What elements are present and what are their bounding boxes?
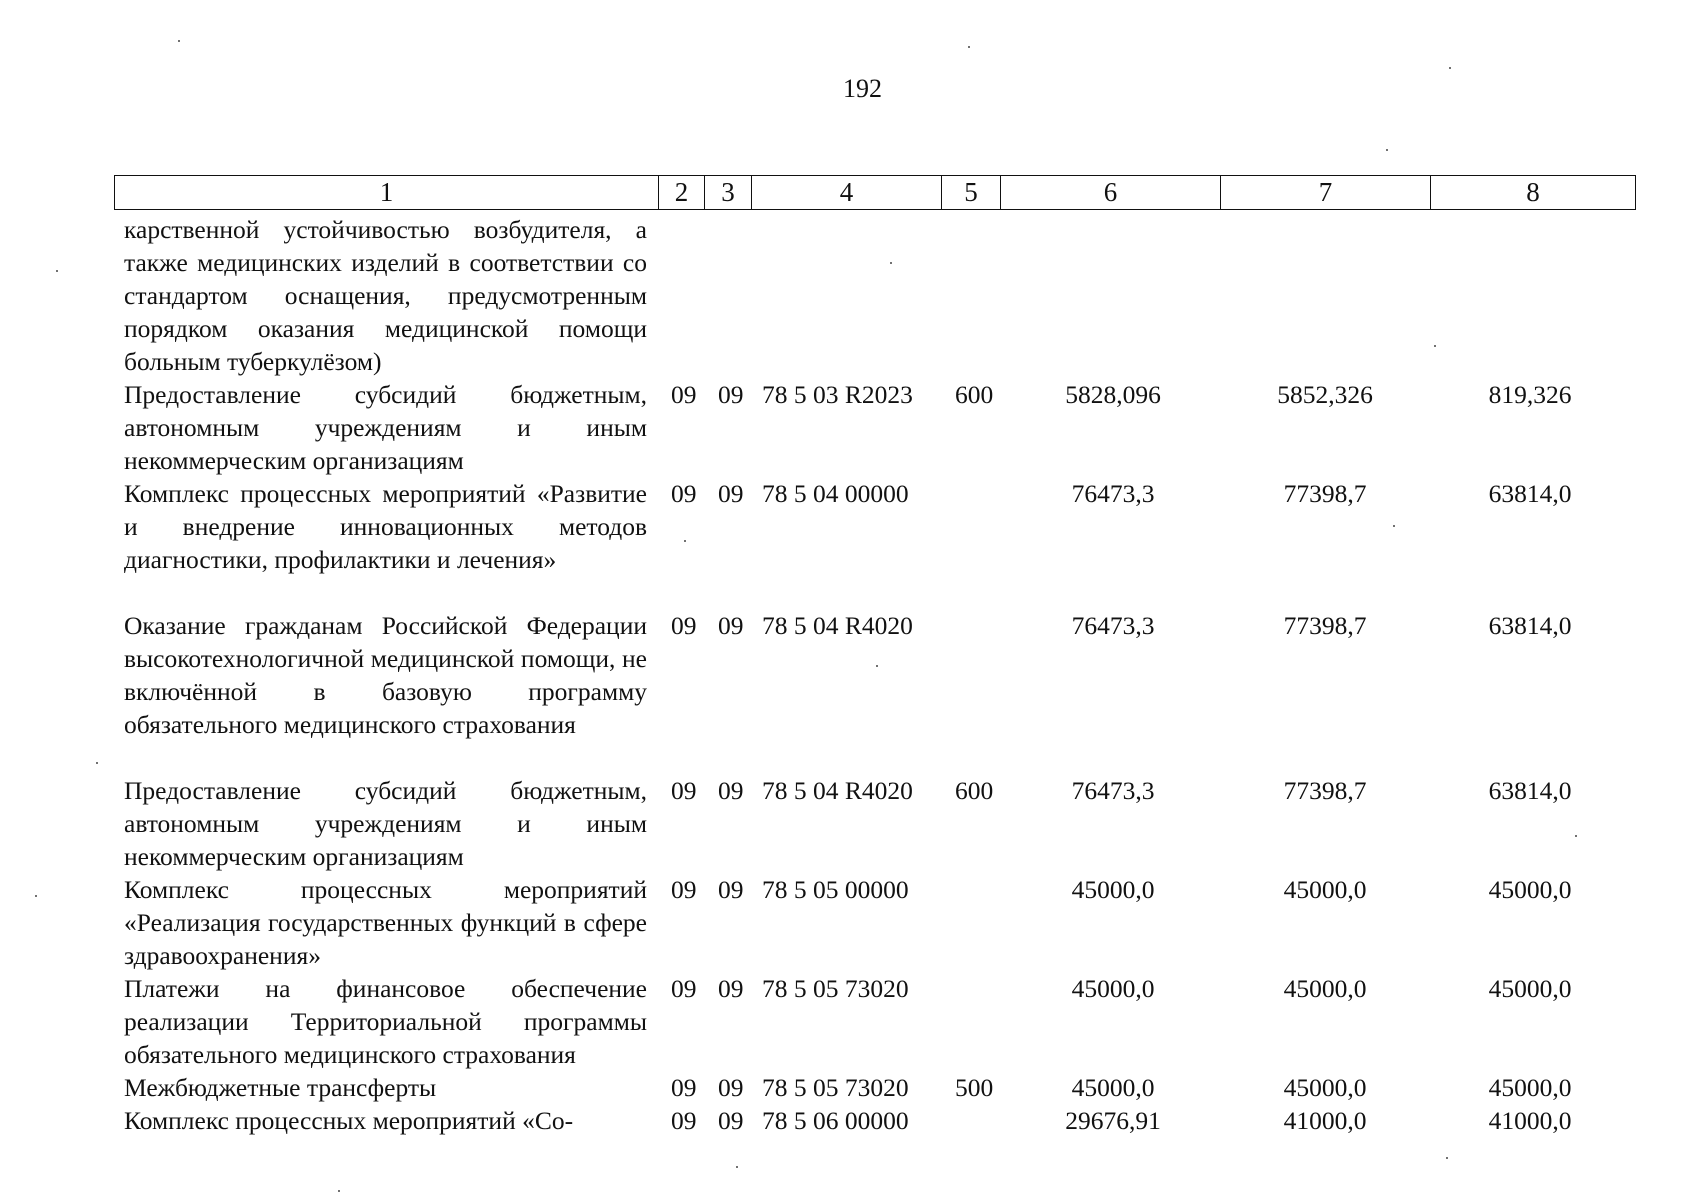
row-amount-col8: 45000,0	[1488, 875, 1572, 904]
row-target-article-code: 78 5 04 R4020	[762, 776, 913, 805]
scan-speck	[968, 46, 970, 48]
scan-speck	[1434, 345, 1436, 347]
row-amount-col8: 41000,0	[1488, 1106, 1572, 1135]
row-subsection-code: 09	[718, 479, 744, 508]
column-header-6: 6	[1001, 176, 1221, 210]
row-description: Комплекс процессных мероприятий «Развитие и внедрение инновационных методов диагностики, профилактики и лечения»	[124, 479, 647, 574]
scan-speck	[56, 270, 58, 272]
row-target-article-code: 78 5 05 00000	[762, 875, 909, 904]
row-subsection-code: 09	[718, 611, 744, 640]
row-subsection-code: 09	[718, 974, 744, 1003]
row-amount-col6: 29676,91	[1065, 1106, 1161, 1135]
row-amount-col8: 45000,0	[1488, 1073, 1572, 1102]
row-subsection-code: 09	[718, 380, 744, 409]
row-subsection-code: 09	[718, 776, 744, 805]
page-number: 192	[843, 74, 882, 103]
column-header-4: 4	[752, 176, 942, 210]
row-expense-type-code: 600	[955, 776, 994, 805]
column-header-1: 1	[115, 176, 659, 210]
row-description: Межбюджетные трансферты	[124, 1073, 437, 1102]
column-header-row	[114, 175, 1636, 210]
scan-speck	[736, 1166, 738, 1168]
row-subsection-code: 09	[718, 1073, 744, 1102]
row-expense-type-code: 600	[955, 380, 994, 409]
row-section-code: 09	[671, 380, 697, 409]
column-header-8: 8	[1431, 176, 1636, 210]
row-target-article-code: 78 5 04 R4020	[762, 611, 913, 640]
row-target-article-code: 78 5 03 R2023	[762, 380, 913, 409]
row-amount-col7: 77398,7	[1283, 479, 1367, 508]
scan-speck	[876, 665, 878, 667]
row-amount-col7: 77398,7	[1283, 776, 1367, 805]
row-subsection-code: 09	[718, 1106, 744, 1135]
row-amount-col8: 63814,0	[1488, 776, 1572, 805]
scan-speck	[1575, 835, 1577, 837]
column-header-5: 5	[942, 176, 1001, 210]
scan-speck	[684, 540, 686, 542]
row-section-code: 09	[671, 479, 697, 508]
row-description: Оказание гражданам Российской Федерации высокотехнологичной медицинской помощи, не включённой в базовую программу обязательного медицинского страхования	[124, 611, 647, 739]
row-amount-col8: 819,326	[1488, 380, 1572, 409]
row-description: карственной устойчивостью возбудителя, а также медицинских изделий в соответствии со стандартом оснащения, предусмотренным порядком оказания медицинской помощи больным туберкулёзом)	[124, 215, 647, 376]
row-amount-col6: 45000,0	[1071, 974, 1155, 1003]
scan-speck	[890, 262, 892, 264]
row-amount-col6: 76473,3	[1071, 479, 1155, 508]
row-section-code: 09	[671, 1106, 697, 1135]
row-section-code: 09	[671, 875, 697, 904]
row-target-article-code: 78 5 05 73020	[762, 974, 909, 1003]
row-amount-col8: 63814,0	[1488, 611, 1572, 640]
scan-speck	[35, 895, 37, 897]
row-description: Предоставление субсидий бюджетным, автономным учреждениям и иным некоммерческим организациям	[124, 380, 647, 475]
row-amount-col8: 45000,0	[1488, 974, 1572, 1003]
row-amount-col6: 76473,3	[1071, 776, 1155, 805]
row-amount-col7: 45000,0	[1283, 875, 1367, 904]
scan-speck	[1393, 525, 1395, 527]
row-subsection-code: 09	[718, 875, 744, 904]
scan-speck	[1386, 149, 1388, 151]
column-header-3: 3	[705, 176, 752, 210]
row-target-article-code: 78 5 06 00000	[762, 1106, 909, 1135]
scan-speck	[96, 762, 98, 764]
row-amount-col8: 63814,0	[1488, 479, 1572, 508]
row-description: Платежи на финансовое обеспечение реализации Территориальной программы обязательного медицинского страхования	[124, 974, 647, 1069]
scan-speck	[1449, 67, 1451, 69]
row-expense-type-code: 500	[955, 1073, 994, 1102]
scan-speck	[1446, 1157, 1448, 1159]
column-header-2: 2	[659, 176, 705, 210]
scan-speck	[178, 40, 180, 42]
row-section-code: 09	[671, 611, 697, 640]
column-header-7: 7	[1221, 176, 1431, 210]
row-amount-col6: 5828,096	[1065, 380, 1161, 409]
row-description: Комплекс процессных мероприятий «Со-	[124, 1106, 574, 1135]
row-amount-col7: 45000,0	[1283, 1073, 1367, 1102]
row-amount-col7: 5852,326	[1277, 380, 1373, 409]
row-description: Предоставление субсидий бюджетным, автономным учреждениям и иным некоммерческим организациям	[124, 776, 647, 871]
row-amount-col7: 77398,7	[1283, 611, 1367, 640]
row-amount-col6: 76473,3	[1071, 611, 1155, 640]
row-amount-col7: 45000,0	[1283, 974, 1367, 1003]
row-section-code: 09	[671, 1073, 697, 1102]
row-target-article-code: 78 5 05 73020	[762, 1073, 909, 1102]
row-description: Комплекс процессных мероприятий «Реализация государственных функций в сфере здравоохранения»	[124, 875, 647, 970]
row-target-article-code: 78 5 04 00000	[762, 479, 909, 508]
row-section-code: 09	[671, 776, 697, 805]
row-amount-col6: 45000,0	[1071, 875, 1155, 904]
row-section-code: 09	[671, 974, 697, 1003]
row-amount-col7: 41000,0	[1283, 1106, 1367, 1135]
scan-speck	[338, 1190, 340, 1192]
row-amount-col6: 45000,0	[1071, 1073, 1155, 1102]
